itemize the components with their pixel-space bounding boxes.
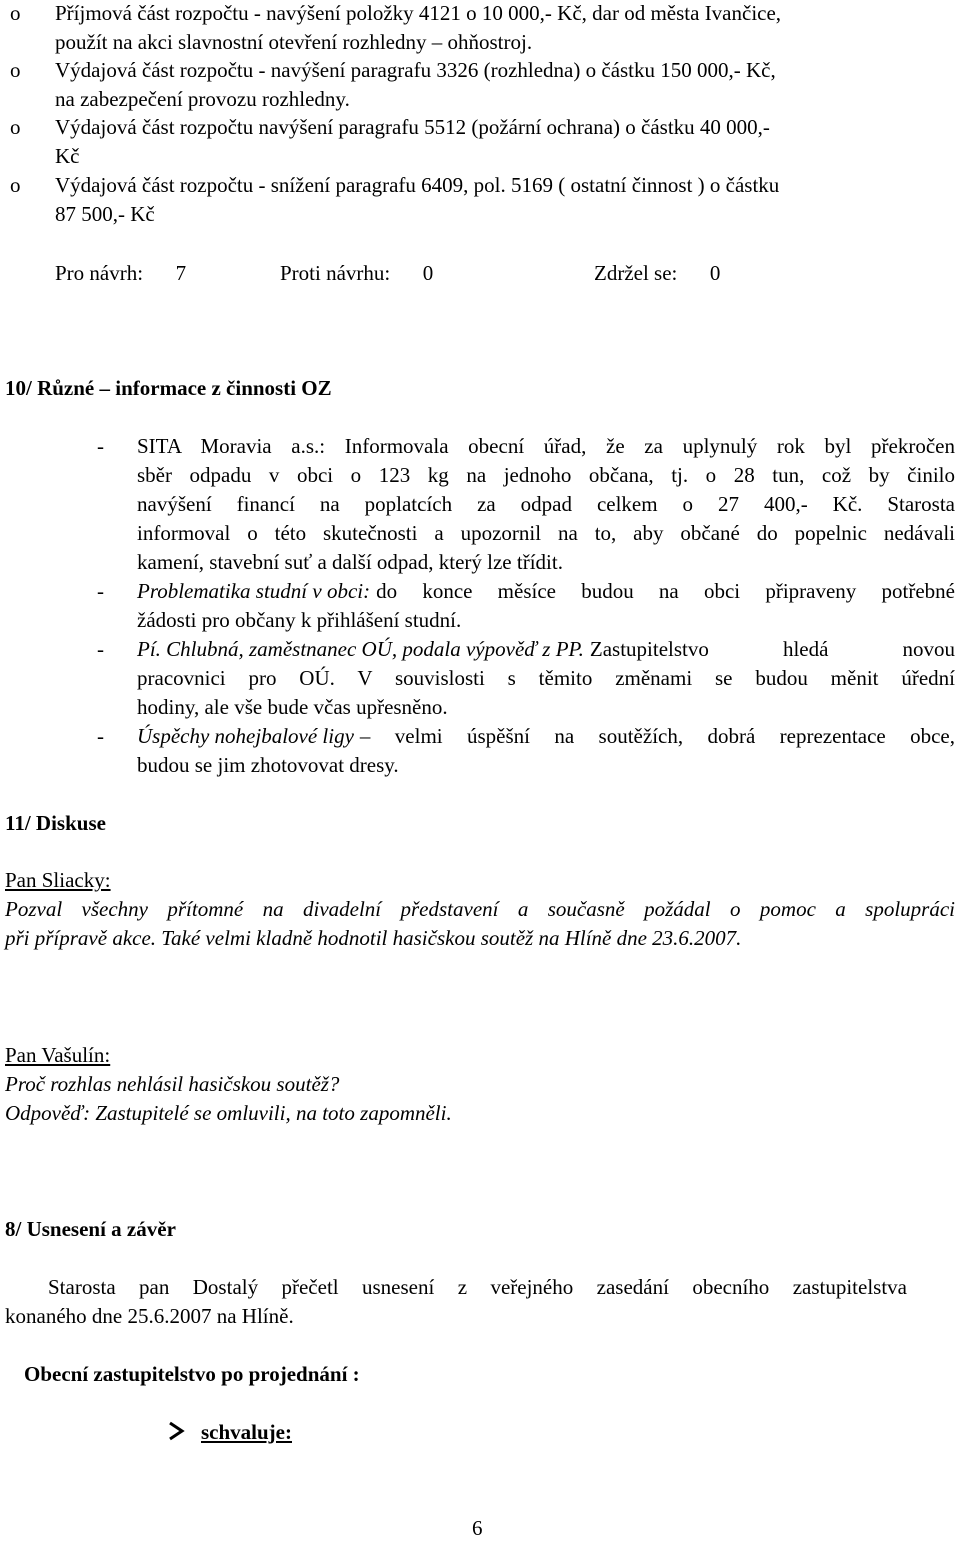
approves-label: schvaluje: xyxy=(201,1420,292,1444)
section-heading: 11/ Diskuse xyxy=(5,811,106,835)
item-line-rest: do konce měsíce budou na obci připraveny potřebné xyxy=(376,579,955,603)
item-line: kamení, stavební suť a další odpad, který lze třídit. xyxy=(137,550,563,574)
budget-item xyxy=(10,0,958,57)
budget-line: Příjmová část rozpočtu - navýšení položky 4121 o 10 000,- Kč, dar od města Ivančice, xyxy=(55,1,782,25)
item-lead: Pí. Chlubná, zaměstnanec OÚ, podala výpověď z PP. xyxy=(137,637,584,661)
approves-item xyxy=(165,1418,292,1447)
budget-item xyxy=(10,113,958,171)
item-line xyxy=(137,577,955,606)
bullet-marker: o xyxy=(10,1,21,25)
resolution-text xyxy=(5,1273,907,1331)
item-line: informoval o této skutečnosti a upozornil na to, aby občané do popelnic nedávali xyxy=(137,521,955,545)
vote-result xyxy=(55,259,186,288)
item-lead: Problematika studní v obci: xyxy=(137,579,371,603)
bullet-marker: o xyxy=(10,115,21,139)
budget-item xyxy=(10,171,958,229)
item-line-rest: – velmi úspěšní na soutěžích, dobrá reprezentace obce, xyxy=(359,724,955,748)
budget-line: Kč xyxy=(55,144,80,168)
item-line: budou se jim zhotovovat dresy. xyxy=(137,753,399,777)
bullet-marker: o xyxy=(10,173,21,197)
speaker-name: Pan Sliacky: xyxy=(5,868,111,892)
budget-line: Výdajová část rozpočtu - snížení paragrafu 6409, pol. 5169 ( ostatní činnost ) o částku xyxy=(55,173,780,197)
speaker-line: Proč rozhlas nehlásil hasičskou soutěž? xyxy=(5,1072,340,1096)
item-line-rest: Zastupitelstvo hledá novou xyxy=(589,637,955,661)
speaker-text xyxy=(5,895,955,953)
bullet-marker: o xyxy=(10,58,21,82)
budget-line: Výdajová část rozpočtu - navýšení paragrafu 3326 (rozhledna) o částku 150 000,- Kč, xyxy=(55,58,776,82)
budget-item xyxy=(10,56,958,114)
vote-against-value: 0 xyxy=(422,261,434,285)
item-line: žádosti pro občany k přihlášení studní. xyxy=(137,608,462,632)
resolution-line: konaného dne 25.6.2007 na Hlíně. xyxy=(5,1304,294,1328)
vote-against-label: Proti návrhu: xyxy=(280,261,391,285)
vote-for-value: 7 xyxy=(175,261,187,285)
vote-abstain-value: 0 xyxy=(709,261,721,285)
resolution-line: Starosta pan Dostalý přečetl usnesení z veřejného zasedání obecního zastupitelstva xyxy=(48,1275,907,1299)
list-item xyxy=(97,722,955,780)
budget-line: použít na akci slavnostní otevření rozhledny – ohňostroj. xyxy=(55,30,533,54)
page-number: 6 xyxy=(472,1516,483,1540)
dash-marker: - xyxy=(97,579,104,603)
arrow-bullet-icon xyxy=(165,1420,187,1442)
section-heading: 8/ Usnesení a závěr xyxy=(5,1217,176,1241)
vote-against xyxy=(280,259,433,288)
budget-line: 87 500,- Kč xyxy=(55,202,155,226)
vote-abstain-label: Zdržel se: xyxy=(594,261,678,285)
vote-abstain xyxy=(594,259,720,288)
dash-marker: - xyxy=(97,637,104,661)
item-line: SITA Moravia a.s.: Informovala obecní úřad, že za uplynulý rok byl překročen xyxy=(137,434,955,458)
item-line: sběr odpadu v obci o 123 kg na jednoho občana, tj. o 28 tun, což by činilo xyxy=(137,463,955,487)
item-line xyxy=(137,722,955,751)
speaker-name: Pan Vašulín: xyxy=(5,1043,111,1067)
budget-line: na zabezpečení provozu rozhledny. xyxy=(55,87,350,111)
list-item xyxy=(97,635,955,722)
item-line: pracovnici pro OÚ. V souvislosti s těmito změnami se budou měnit úřední xyxy=(137,666,955,690)
vote-for-label: Pro návrh: xyxy=(55,261,144,285)
budget-line: Výdajová část rozpočtu navýšení paragrafu 5512 (požární ochrana) o částku 40 000,- xyxy=(55,115,770,139)
item-line xyxy=(137,635,955,664)
item-lead: Úspěchy nohejbalové ligy xyxy=(137,724,354,748)
item-line: navýšení financí na poplatcích za odpad celkem o 27 400,- Kč. Starosta xyxy=(137,492,955,516)
dash-marker: - xyxy=(97,724,104,748)
dash-marker: - xyxy=(97,434,104,458)
speaker-line: při přípravě akce. Také velmi kladně hodnotil hasičskou soutěž na Hlíně dne 23.6.2007. xyxy=(5,926,742,950)
list-item xyxy=(97,577,955,635)
item-line: hodiny, ale vše bude včas upřesněno. xyxy=(137,695,448,719)
speaker-line: Odpověď: Zastupitelé se omluvili, na toto zapomněli. xyxy=(5,1101,452,1125)
list-item xyxy=(97,432,955,577)
council-statement: Obecní zastupitelstvo po projednání : xyxy=(24,1362,360,1386)
speaker-line: Pozval všechny přítomné na divadelní představení a současně požádal o pomoc a spolupráci xyxy=(5,897,955,921)
speaker-text xyxy=(5,1070,452,1128)
section-heading: 10/ Různé – informace z činnosti OZ xyxy=(5,376,332,400)
